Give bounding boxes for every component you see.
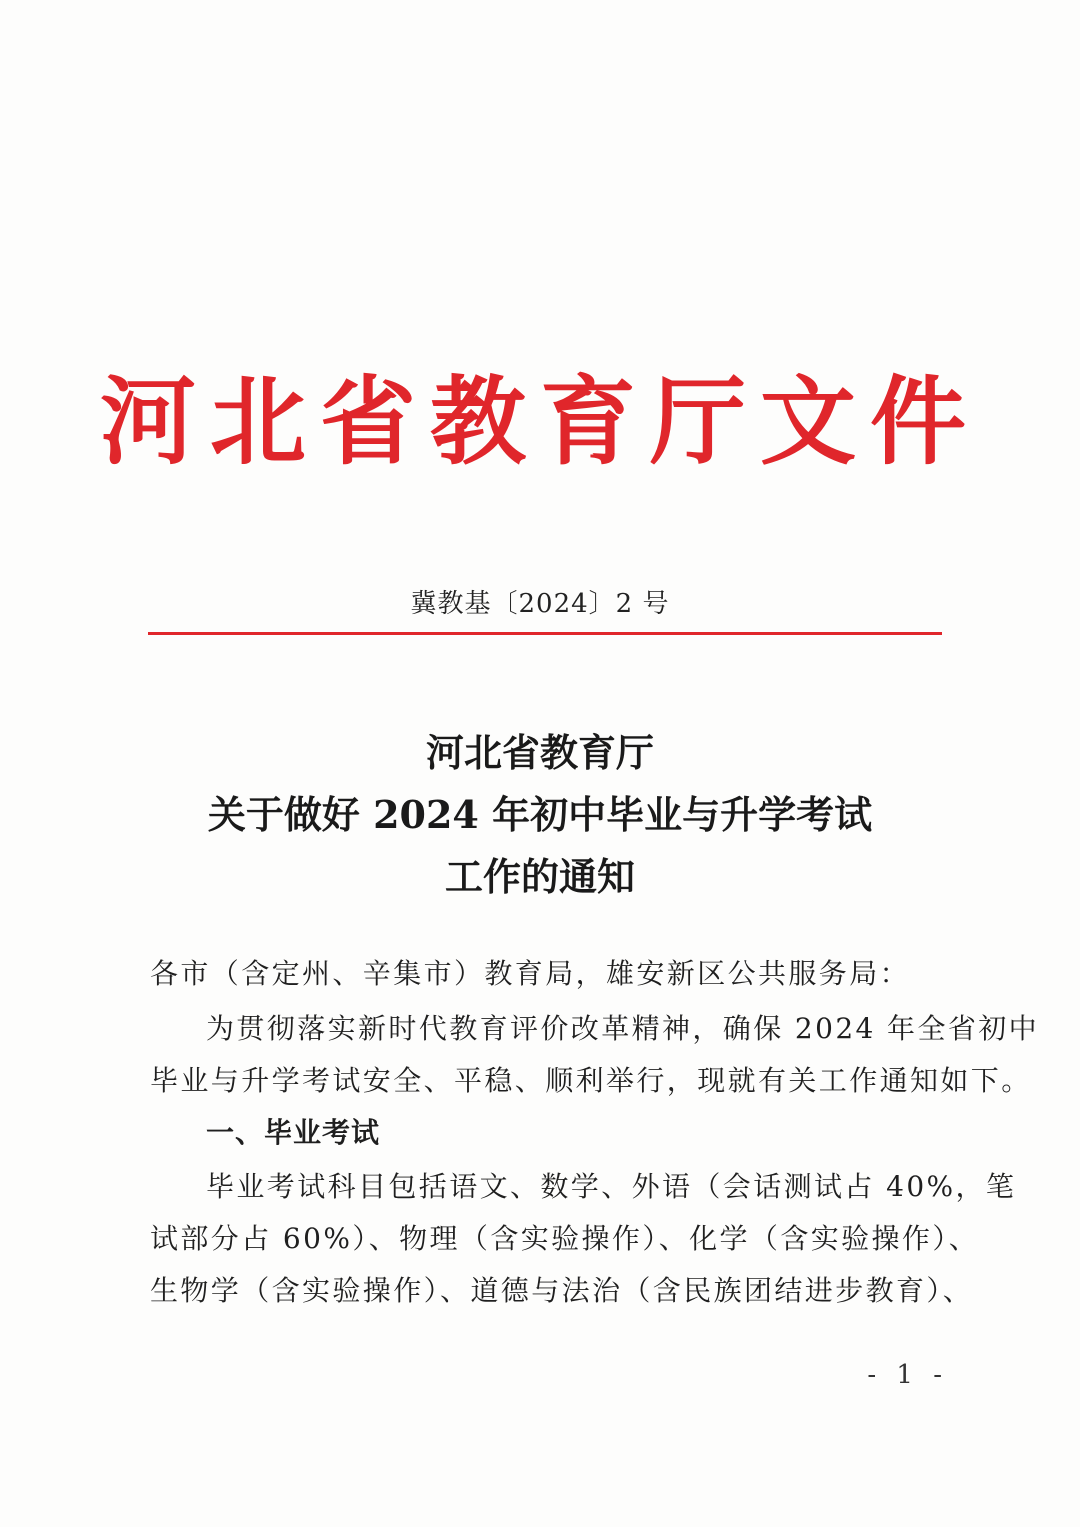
- section1-paragraph-line-3: 生物学（含实验操作）、道德与法治（含民族团结进步教育）、: [150, 1274, 974, 1307]
- intro-paragraph-line-2: 毕业与升学考试安全、平稳、顺利举行，现就有关工作通知如下。: [150, 1064, 1032, 1097]
- intro-paragraph-line-1: 为贯彻落实新时代教育评价改革精神，确保 2024 年全省初中: [206, 1012, 1040, 1045]
- document-number: 冀教基〔2024〕2 号: [410, 589, 670, 619]
- notice-title: [0, 722, 1080, 908]
- page-number: - 1 -: [867, 1360, 948, 1390]
- section1-paragraph-line-1: 毕业考试科目包括语文、数学、外语（会话测试占 40%，笔: [206, 1170, 1017, 1203]
- salutation: 各市（含定州、辛集市）教育局，雄安新区公共服务局：: [150, 957, 911, 990]
- section1-paragraph-line-2: 试部分占 60%）、物理（含实验操作）、化学（含实验操作）、: [150, 1222, 980, 1255]
- notice-title-line-2: 关于做好 2024 年初中毕业与升学考试: [207, 792, 873, 837]
- notice-title-line-3: 工作的通知: [444, 854, 635, 899]
- section-heading-graduation-exam: 一、毕业考试: [206, 1116, 381, 1149]
- red-divider-line: [148, 632, 942, 635]
- red-header-title: 河北省教育厅文件: [100, 366, 980, 478]
- notice-title-line-1: 河北省教育厅: [425, 730, 654, 775]
